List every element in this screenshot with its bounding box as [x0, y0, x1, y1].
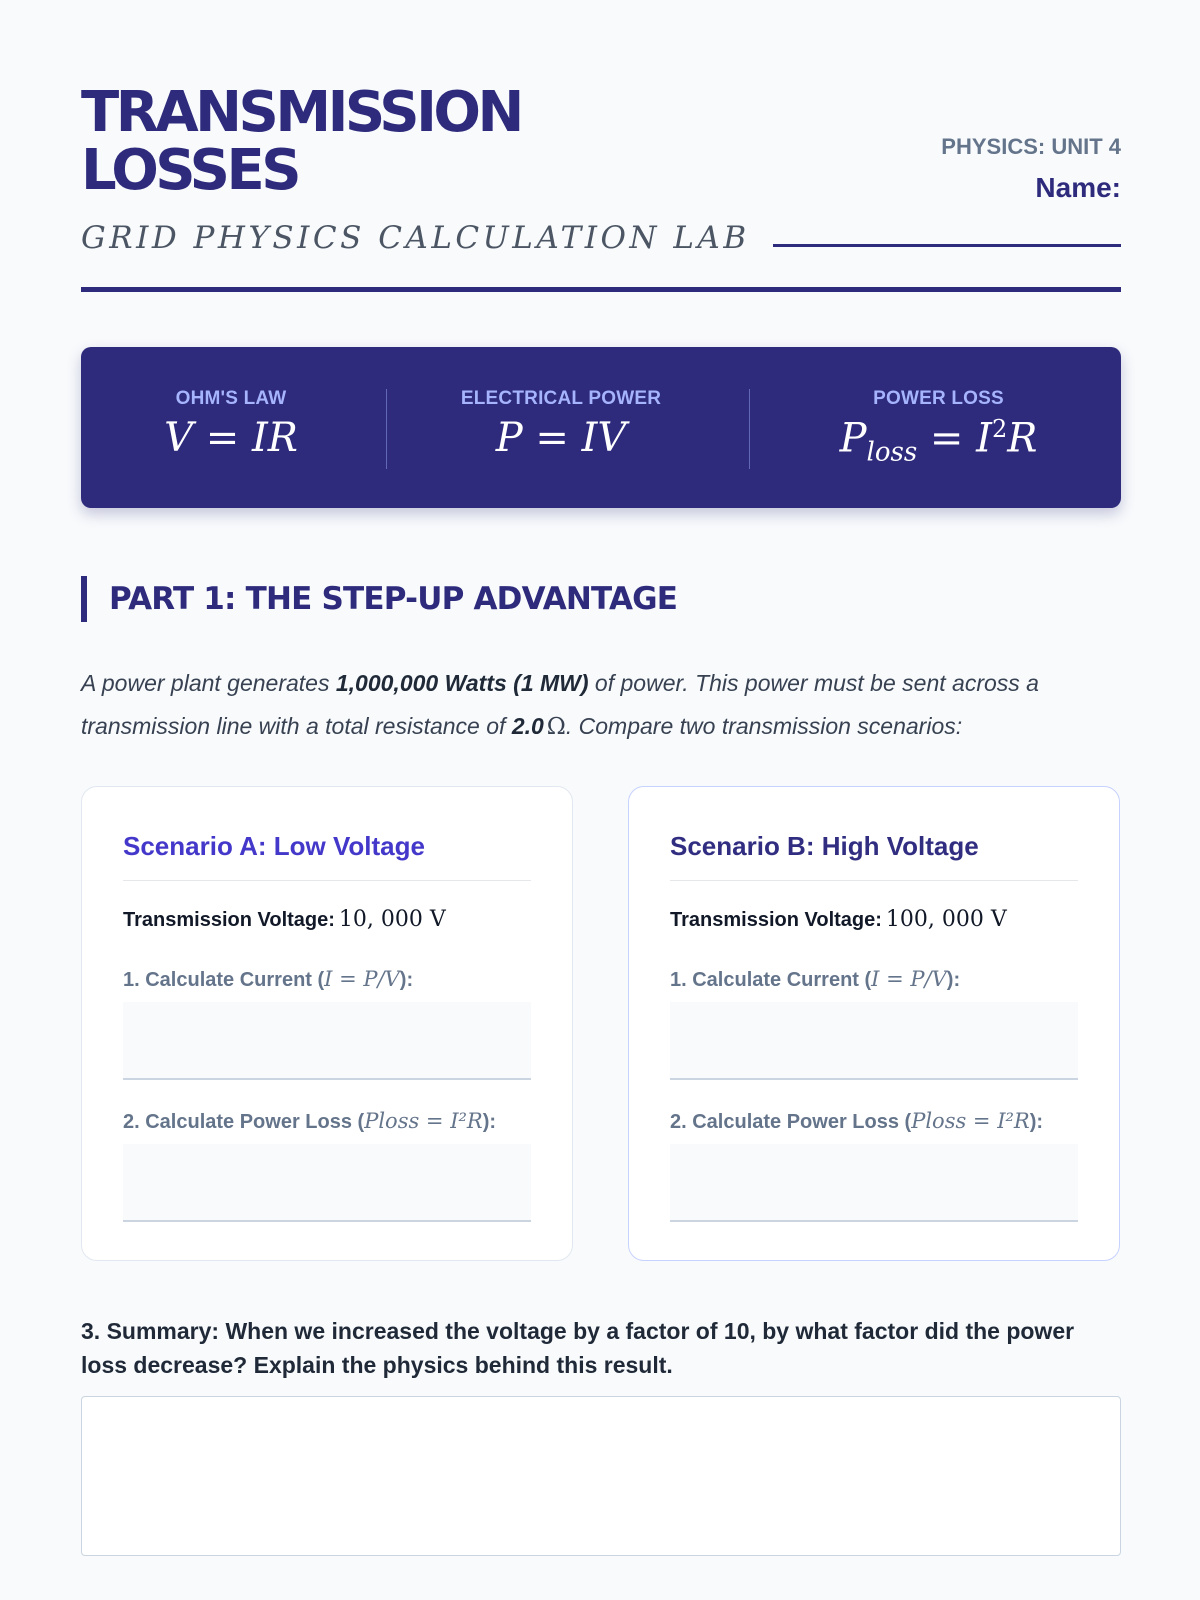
name-label: Name:	[1035, 172, 1121, 203]
step-text: 2. Calculate Power Loss (	[670, 1111, 912, 1133]
scenario-title: Scenario A: Low Voltage	[123, 831, 531, 881]
unit-label: PHYSICS: UNIT 4	[941, 134, 1121, 159]
problem-power: 1,000,000 Watts (1 MW)	[335, 670, 589, 696]
summary-question: 3. Summary: When we increased the voltage by a factor of 10, by what factor did the power loss decrease? Explain the physics behind this result.	[81, 1318, 1075, 1378]
step-formula: I = P/V	[871, 967, 947, 991]
formula-expression: $P_{loss} = I^2R$	[839, 415, 1038, 468]
step-formula: I = P/V	[324, 967, 400, 991]
part-1-heading: PART 1: THE STEP-UP ADVANTAGE	[81, 576, 1121, 622]
formula-divider	[749, 389, 750, 469]
step-2-label	[670, 1109, 1043, 1134]
formula-banner	[81, 347, 1121, 508]
transmission-voltage	[123, 907, 446, 932]
title-line-1: TRANSMISSION	[81, 80, 521, 145]
page-subtitle: GRID PHYSICS CALCULATION LAB	[81, 220, 750, 256]
formula-label: POWER LOSS	[873, 388, 1004, 409]
formula-divider	[386, 389, 387, 469]
scenario-b-card	[628, 786, 1120, 1261]
ohm-symbol: Ω	[546, 714, 566, 740]
formula-ohms-law	[81, 347, 381, 508]
scenario-a-card	[81, 786, 573, 1261]
summary-answer-box[interactable]	[81, 1396, 1121, 1556]
header-divider	[81, 287, 1121, 292]
step-text: 1. Calculate Current (	[123, 969, 325, 991]
step-2-label	[123, 1109, 496, 1134]
transmission-voltage	[670, 907, 1007, 932]
voltage-label: Transmission Voltage:	[123, 909, 335, 931]
step-text: ):	[482, 1111, 497, 1133]
step-text: 1. Calculate Current (	[670, 969, 872, 991]
formula-electrical-power	[391, 347, 731, 508]
problem-text: A power plant generates	[81, 670, 336, 696]
header	[81, 80, 1121, 294]
voltage-value: 10, 000 V	[338, 907, 446, 932]
scenario-title: Scenario B: High Voltage	[670, 831, 1078, 881]
step-text: ):	[399, 969, 414, 991]
title-line-2: LOSSES	[81, 138, 299, 203]
formula-label: ELECTRICAL POWER	[460, 388, 662, 409]
step-text: ):	[1029, 1111, 1044, 1133]
formula-expression: P = IV	[495, 415, 627, 461]
step-formula: Ploss = I²R	[911, 1109, 1030, 1133]
current-answer-field[interactable]	[670, 1002, 1078, 1080]
formula-expression: V = IR	[164, 415, 298, 461]
power-loss-answer-field[interactable]	[123, 1144, 531, 1222]
problem-statement	[81, 662, 1121, 749]
voltage-value: 100, 000 V	[885, 907, 1007, 932]
problem-text: . Compare two transmission scenarios:	[565, 713, 963, 739]
step-text: 2. Calculate Power Loss (	[123, 1111, 365, 1133]
power-loss-answer-field[interactable]	[670, 1144, 1078, 1222]
voltage-label: Transmission Voltage:	[670, 909, 882, 931]
step-1-label	[123, 967, 413, 992]
current-answer-field[interactable]	[123, 1002, 531, 1080]
problem-text: of power. This power must be sent across a transmission line with a total resistance of	[81, 670, 1039, 739]
problem-resistance: 2.0	[511, 713, 544, 739]
name-input-line[interactable]	[773, 244, 1121, 247]
step-1-label	[670, 967, 960, 992]
page-title	[81, 80, 521, 203]
step-text: ):	[946, 969, 961, 991]
formula-power-loss	[756, 347, 1121, 508]
worksheet-page	[81, 0, 1121, 1600]
formula-label: OHM'S LAW	[175, 388, 287, 409]
step-formula: Ploss = I²R	[364, 1109, 483, 1133]
